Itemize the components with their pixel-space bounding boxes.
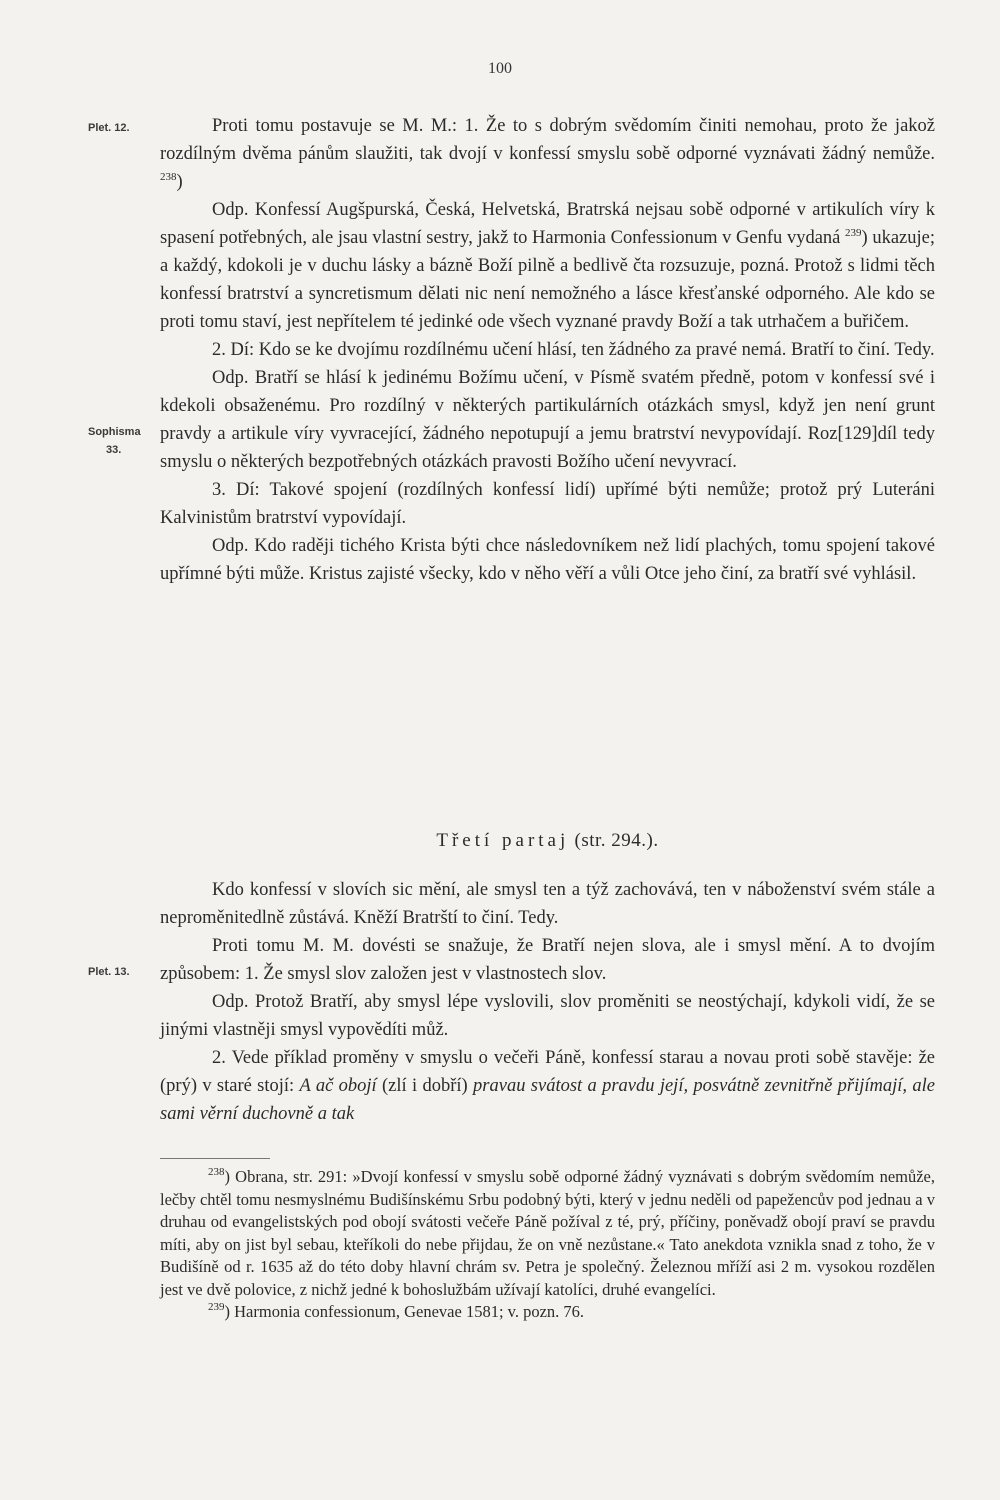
main-text-block <box>160 112 935 588</box>
section-heading: Třetí partaj (str. 294.). <box>436 830 659 851</box>
page-number: 100 <box>488 60 512 77</box>
section-paragraph-3: Odp. Protož Bratří, aby smysl lépe vyslovili, slov proměniti se neostýchají, kdykoli vidí, že se jinými vlastněji smysl vypovědíti můž. <box>160 992 935 1040</box>
section-paragraph-2: Proti tomu M. M. dovésti se snažuje, že Bratří nejen slova, ale i smysl mění. A to dvojím způsobem: 1. Že smysl slov založen jest v vlastnostech slov. <box>160 936 935 984</box>
paragraph-3: 2. Dí: Kdo se ke dvojímu rozdílnému učení hlásí, ten žádného za pravé nemá. Bratří to činí. Tedy. <box>212 340 935 360</box>
paragraph-1: Proti tomu postavuje se M. M.: 1. Že to s dobrým svědomím činiti nemohau, proto že jakož rozdílným dvěma pánům slaužiti, tak dvojí v konfessí smyslu sobě odporné vyznávati žádný nemůže. $^{238}$) <box>160 116 935 192</box>
margin-note-plet-12: Plet. 12. <box>88 122 130 134</box>
footnote-238: $^{238}$) Obrana, str. 291: »Dvojí konfessí v smyslu sobě odporné žádný vyznávati s dobrým svědomím nemůže, lečby chtěl tomu nesmyslnému Budišínskému Srbu podobný býti, který v jednu neděli od papežencův pod jednau a v druhau od evangelistských pod obojí svátosti večeře Páně požíval z té, prý, příčiny, poněvadž obojí praví se pravdu míti, aby on jist byl sebau, kteříkoli do nebe přijdau, že on vně nezůstane.« Tato anekdota vznikla snad z toho, že v Budišíně od r. 1635 až do této doby hlavní chrám sv. Petra je společný. Železnou mříží asi 2 m. vysokou rozdělen jest ve dvě polovice, z nichž jedné k bohoslužbám užívají katolíci, druhé evangelíci. <box>160 1166 935 1299</box>
margin-note-sophisma-number: 33. <box>106 444 122 456</box>
paragraph-6: Odp. Kdo raději tichého Krista býti chce následovníkem než lidí plachých, tomu spojení takové upřímné býti může. Kristus zajisté všecky, kdo v něho věří a vůli Otce jeho činí, za bratří své vyhlásil. <box>160 536 935 584</box>
footnote-ref-239: 239 <box>845 227 862 239</box>
footnotes-block <box>160 1166 935 1324</box>
footnote-ref-238: 238 <box>160 171 177 183</box>
footnote-239: $^{239}$) Harmonia confessionum, Genevae 1581; v. pozn. 76. <box>208 1301 585 1321</box>
section-paragraph-4: 2. Vede příklad proměny v smyslu o večeři Páně, konfessí starau a novau proti sobě stavěje: že (prý) v staré stojí: A ač obojí (zlí i dobří) pravau svátost a pravdu její, posvátně zevnitřně přijímají, ale sami věrní duchovně a tak <box>160 1048 936 1124</box>
margin-note-plet-13: Plet. 13. <box>88 966 130 978</box>
paragraph-5: 3. Dí: Takové spojení (rozdílných konfessí lidí) upřímé býti nemůže; protož prý Luteráni Kalvinistům bratrství vypovídají. <box>160 480 935 528</box>
paragraph-4: Odp. Bratří se hlásí k jedinému Božímu učení, v Písmě svatém předně, potom v konfessí své i kdekoli obsaženému. Pro rozdílný v některých partikulárních otázkách smysl, když jen není grunt pravdy a artikule víry vyvracející, žádného nepotupují a jemu bratrství nevypovídají. Roz[129]díl tedy smyslu o některých bezpotřebných otázkách pravosti Božího učení nevyvrací. <box>160 368 935 472</box>
footnote-divider <box>160 1158 270 1159</box>
paragraph-2: Odp. Konfessí Augšpurská, Česká, Helvetská, Bratrská nejsau sobě odporné v artikulích víry k spasení potřebných, ale jsau vlastní sestry, jakž to Harmonia Confessionum v Genfu vydaná $^{239}$) ukazuje; a každý, kdokoli je v duchu lásky a bázně Boží pilně a bedlivě čta rozsuzuje, pozná. Protož s lidmi těch konfessí bratrství a syncretismum dělati nic není nemožného a lásce křesťanské odporného. Ale kdo se proti tomu staví, jest nepřítelem té jedinké ode všech vyznané pravdy Boží a tak utrhačem a buřičem. <box>160 200 936 332</box>
section-paragraph-1: Kdo konfessí v slovích sic mění, ale smysl ten a týž zachovává, ten v náboženství svém stále a neproměnitedlně zůstává. Kněží Bratrští to činí. Tedy. <box>160 880 935 928</box>
section-text-block <box>160 876 935 1128</box>
margin-note-sophisma: Sophisma <box>88 426 141 438</box>
